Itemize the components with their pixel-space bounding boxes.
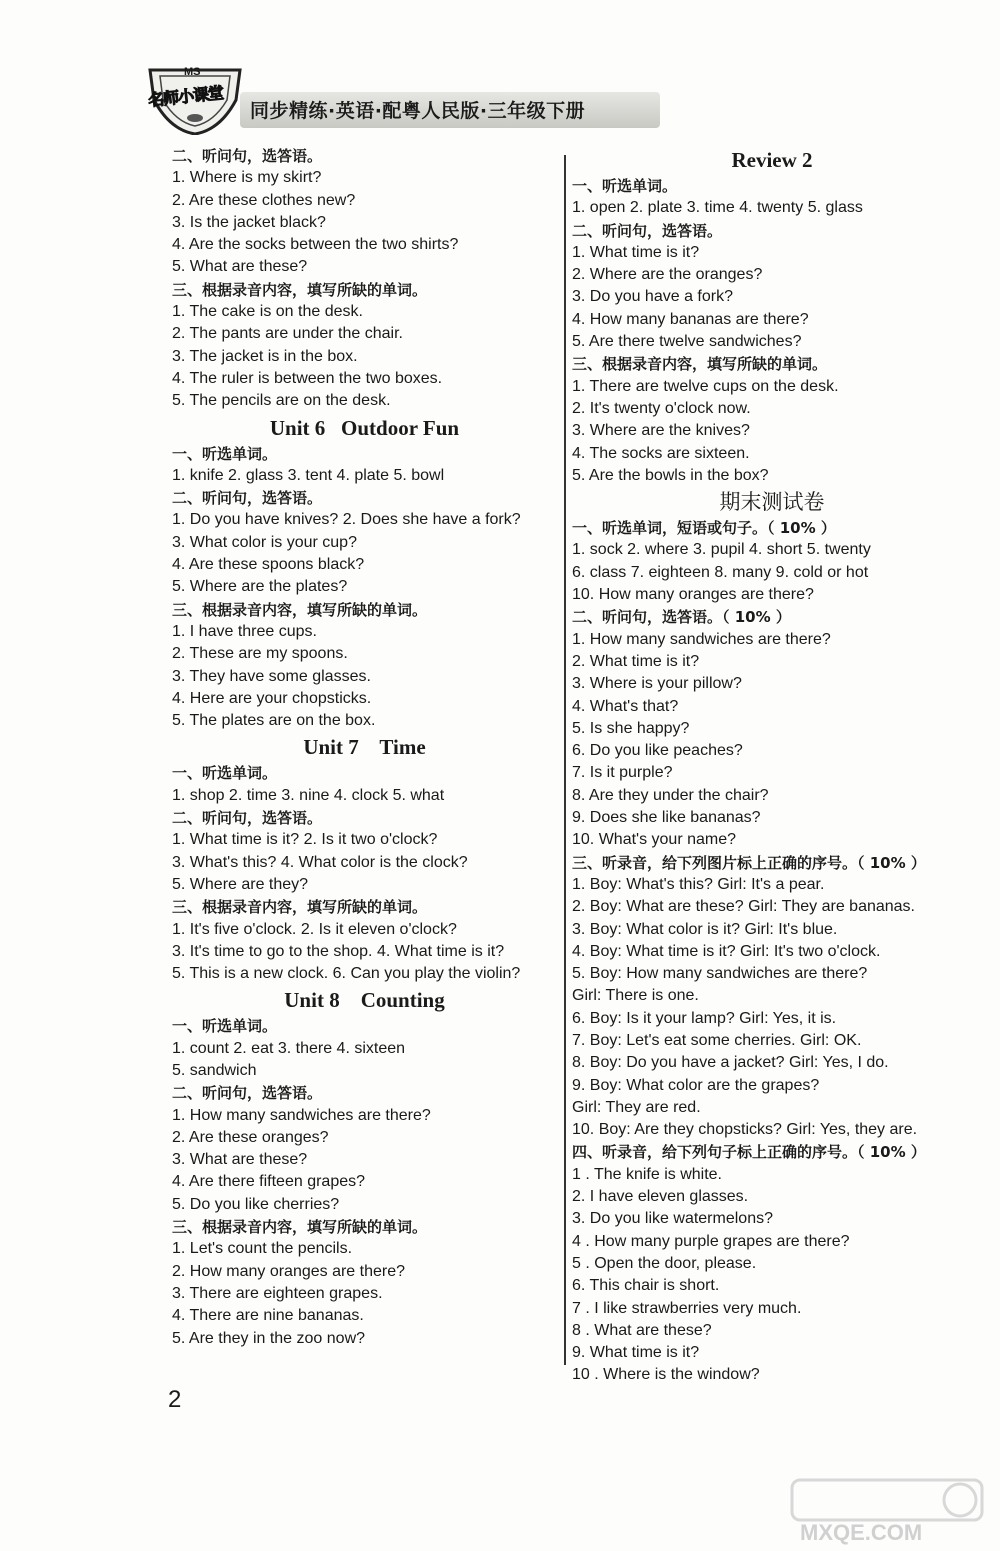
page-header [140, 60, 670, 135]
answer-line: 5. Are they in the zoo now? [172, 1329, 366, 1347]
section-heading: 三、根据录音内容，填写所缺的单词。 [172, 600, 428, 619]
answer-line: 7. Boy: Let's eat some cherries. Girl: OK. [572, 1031, 862, 1049]
answer-line: 1. Boy: What's this? Girl: It's a pear. [572, 875, 825, 893]
answer-line: 7. Is it purple? [572, 764, 673, 782]
answer-line: 2. Boy: What are these? Girl: They are bananas. [572, 898, 915, 916]
answer-line: 3. What color is your cup? [172, 533, 357, 551]
logo-letters: MS [184, 66, 201, 78]
column-divider [564, 155, 566, 1365]
answer-line: 5. Where are they? [172, 875, 309, 893]
left-column [172, 145, 557, 1350]
answer-line: 5 . Open the door, please. [572, 1254, 757, 1272]
answer-line: 9. Boy: What color are the grapes? [572, 1076, 820, 1094]
section-heading: 一、听选单词，短语或句子。（ 10% ） [572, 519, 836, 538]
answer-line: 1. Where is my skirt? [172, 169, 322, 187]
answer-line: 3. Do you like watermelons? [572, 1210, 773, 1228]
answer-line: 3. Boy: What color is it? Girl: It's blue. [572, 920, 838, 938]
answer-line: 1. Do you have knives? 2. Does she have a fork? [172, 511, 521, 529]
unit-title: Unit 7 Time [303, 735, 426, 760]
section-heading: 二、听问句，选答语。 [172, 489, 323, 508]
section-heading: 一、听选单词。 [172, 764, 278, 783]
answer-line: 4. There are nine bananas. [172, 1307, 364, 1325]
answer-line: 2. Where are the oranges? [572, 266, 763, 284]
answer-line: 2. Are these oranges? [172, 1128, 329, 1146]
answer-line: 6. This chair is short. [572, 1277, 720, 1295]
answer-line: 5. Boy: How many sandwiches are there? [572, 965, 868, 983]
section-heading: 一、听选单词。 [572, 177, 678, 195]
unit-title: Unit 6 Outdoor Fun [269, 415, 460, 440]
section-heading: 三、根据录音内容，填写所缺的单词。 [172, 898, 428, 917]
answer-line: 2. It's twenty o'clock now. [572, 399, 751, 417]
answer-line: 6. Boy: Is it your lamp? Girl: Yes, it is. [572, 1009, 837, 1027]
answer-line: 4 . How many purple grapes are there? [572, 1232, 850, 1250]
answer-line: 4. The socks are sixteen. [572, 444, 750, 462]
answer-line: 8. Are they under the chair? [572, 786, 769, 804]
answer-line: 5. The pencils are on the desk. [172, 392, 391, 410]
answer-line: 5. Where are the plates? [172, 578, 348, 596]
section-heading: 三、听录音，给下列图片标上正确的序号。（ 10% ） [572, 853, 926, 872]
answer-line: 1. Let's count the pencils. [172, 1240, 353, 1258]
answer-line: 2. Are these clothes new? [172, 191, 356, 209]
answer-line: 3. What are these? [172, 1151, 308, 1169]
answer-line: 1. open 2. plate 3. time 4. twenty 5. glass [572, 199, 863, 217]
answer-line: 1. What time is it? [572, 243, 700, 261]
section-heading: 一、听选单词。 [172, 444, 278, 463]
answer-line: 3. The jacket is in the box. [172, 347, 358, 365]
answer-line: 2. How many oranges are there? [172, 1262, 406, 1280]
unit-title: Unit 8 Counting [284, 988, 445, 1013]
answer-line: 3. They have some glasses. [172, 667, 371, 685]
answer-line: 3. It's time to go to the shop. 4. What time is it? [172, 942, 505, 960]
section-heading: 二、听问句，选答语。 [172, 1084, 323, 1103]
answer-line: 3. Do you have a fork? [572, 288, 733, 306]
answer-line: 1. count 2. eat 3. there 4. sixteen [172, 1039, 406, 1057]
answer-line: 1. shop 2. time 3. nine 4. clock 5. what [172, 786, 445, 804]
answer-line: 5. This is a new clock. 6. Can you play the violin? [172, 965, 521, 983]
answer-line: 4. Are the socks between the two shirts? [172, 236, 459, 254]
answer-line: 4. How many bananas are there? [572, 310, 809, 328]
watermark-text: MXQE.COM [800, 1520, 923, 1545]
answer-line: 5. The plates are on the box. [172, 712, 376, 730]
section-heading: 四、听录音，给下列句子标上正确的序号。（ 10% ） [572, 1143, 926, 1162]
section-heading: 二、听问句，选答语。（ 10% ） [572, 608, 791, 627]
answer-line: 3. Where is your pillow? [572, 675, 742, 693]
answer-line: 3. What's this? 4. What color is the clock? [172, 853, 468, 871]
page-number: 2 [168, 1386, 182, 1413]
answer-line: 5. Are the bowls in the box? [572, 466, 769, 484]
answer-line: 4. Here are your chopsticks. [172, 689, 372, 707]
section-heading: 一、听选单词。 [172, 1017, 278, 1036]
answer-line: 5. Do you like cherries? [172, 1195, 340, 1213]
answer-line: 8 . What are these? [572, 1321, 712, 1339]
answer-line: 3. Is the jacket black? [172, 213, 326, 231]
answer-line: 3. There are eighteen grapes. [172, 1284, 383, 1302]
section-heading: 二、听问句，选答语。 [572, 221, 723, 240]
section-heading: 二、听问句，选答语。 [172, 809, 323, 828]
answer-line: 4. The ruler is between the two boxes. [172, 369, 443, 387]
answer-line: Girl: They are red. [572, 1098, 701, 1116]
answer-line: 5. Is she happy? [572, 719, 690, 737]
answer-line: 10. Boy: Are they chopsticks? Girl: Yes, they are. [572, 1121, 918, 1139]
answer-line: 1. I have three cups. [172, 622, 317, 640]
section-heading: 三、根据录音内容，填写所缺的单词。 [172, 1218, 428, 1237]
section-heading: 三、根据录音内容，填写所缺的单词。 [572, 355, 828, 374]
unit-title: Review 2 [731, 148, 813, 172]
unit-title: 期末测试卷 [719, 490, 825, 515]
answer-line: 4. Are there fifteen grapes? [172, 1173, 366, 1191]
answer-line: 1. sock 2. where 3. pupil 4. short 5. twenty [572, 541, 871, 559]
answer-line: 10. What's your name? [572, 831, 737, 849]
answer-line: 6. Do you like peaches? [572, 742, 743, 760]
answer-line: 6. class 7. eighteen 8. many 9. cold or hot [572, 563, 869, 581]
answer-line: Girl: There is one. [572, 987, 699, 1005]
section-heading: 三、根据录音内容，填写所缺的单词。 [172, 280, 428, 299]
answer-line: 9. Does she like bananas? [572, 809, 761, 827]
section-heading: 二、听问句，选答语。 [172, 147, 323, 165]
answer-line: 2. What time is it? [572, 652, 700, 670]
answer-line: 2. I have eleven glasses. [572, 1188, 749, 1206]
answer-line: 9. What time is it? [572, 1344, 700, 1362]
answer-line: 4. What's that? [572, 697, 679, 715]
answer-line: 4. Are these spoons black? [172, 556, 365, 574]
answer-line: 10 . Where is the window? [572, 1366, 760, 1384]
answer-line: 2. The pants are under the chair. [172, 325, 403, 343]
answer-line: 5. What are these? [172, 258, 308, 276]
answer-line: 5. sandwich [172, 1061, 257, 1079]
answer-line: 1. How many sandwiches are there? [172, 1106, 431, 1124]
answer-line: 1. It's five o'clock. 2. Is it eleven o'clock? [172, 920, 457, 938]
answer-line: 4. Boy: What time is it? Girl: It's two o'clock. [572, 942, 881, 960]
answer-line: 2. These are my spoons. [172, 645, 348, 663]
answer-line: 1. The cake is on the desk. [172, 303, 363, 321]
answer-line: 7 . I like strawberries very much. [572, 1299, 802, 1317]
answer-line: 5. Are there twelve sandwiches? [572, 333, 802, 351]
answer-line: 10. How many oranges are there? [572, 586, 814, 604]
header-title: 同步精练·英语·配粤人民版·三年级下册 [250, 100, 586, 122]
right-column [572, 145, 972, 1387]
answer-line: 3. Where are the knives? [572, 422, 750, 440]
answer-line: 1 . The knife is white. [572, 1165, 722, 1183]
answer-line: 8. Boy: Do you have a jacket? Girl: Yes, I do. [572, 1054, 889, 1072]
answer-line: 1. There are twelve cups on the desk. [572, 377, 839, 395]
logo-text: 名师小课堂 [147, 83, 224, 110]
answer-line: 1. What time is it? 2. Is it two o'clock? [172, 831, 438, 849]
answer-line: 1. How many sandwiches are there? [572, 630, 831, 648]
answer-line: 1. knife 2. glass 3. tent 4. plate 5. bowl [172, 466, 445, 484]
